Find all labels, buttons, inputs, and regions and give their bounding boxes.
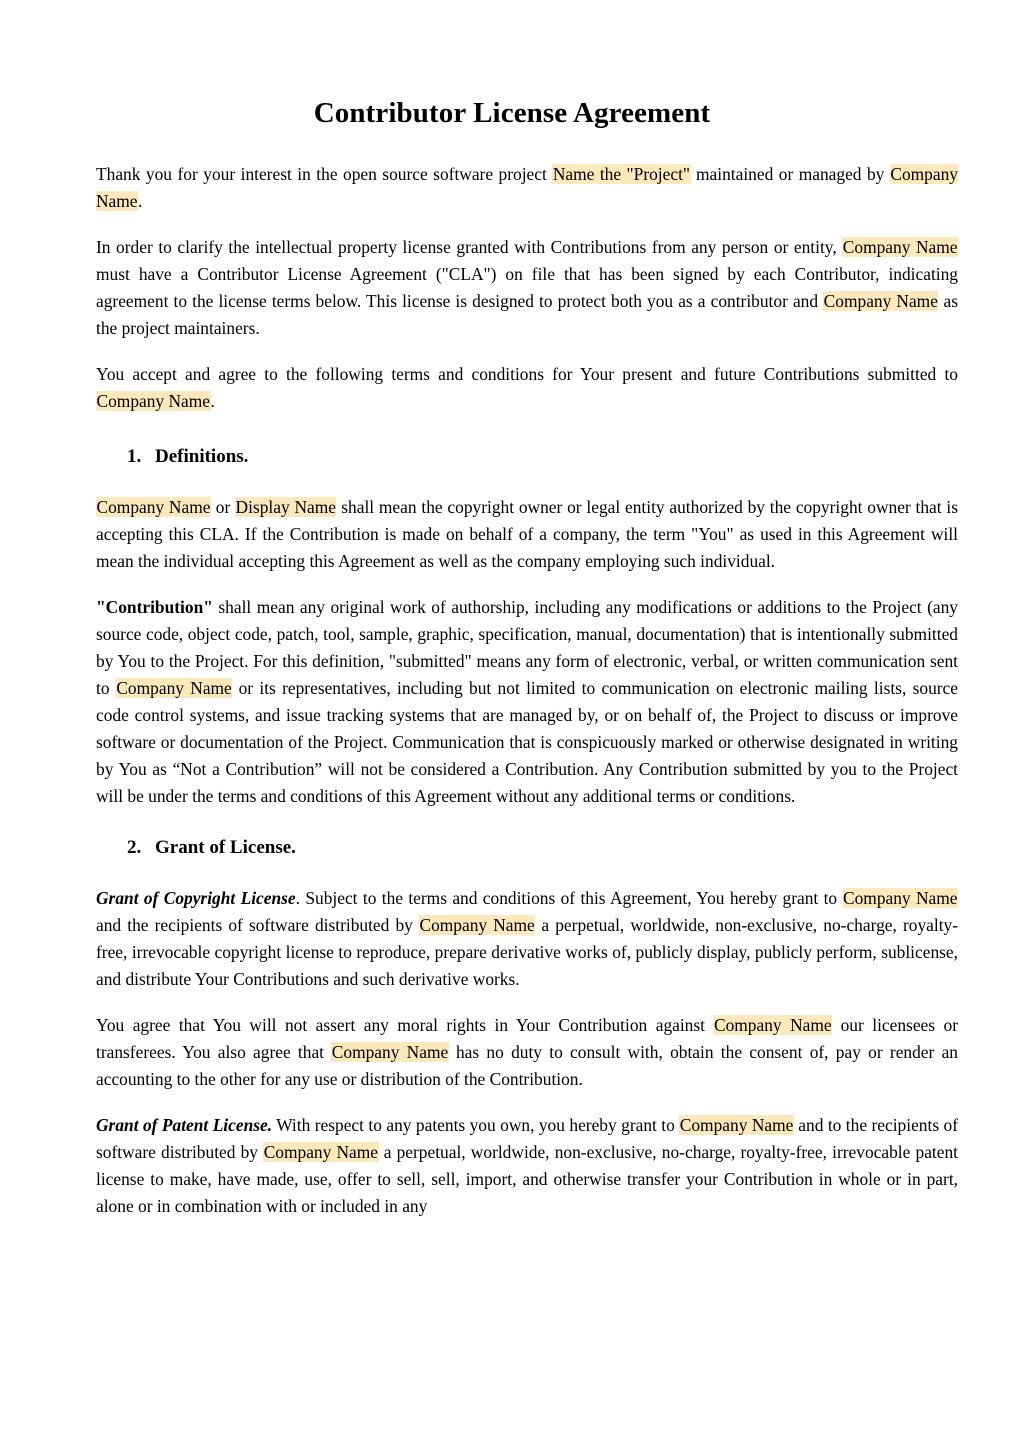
definitions-contribution-paragraph — [96, 594, 958, 810]
moral-rights-text-a: You agree that You will not assert any moral rights in Your Contribution against — [96, 1014, 714, 1035]
grant-patent-text-a: and to the recipients of software distributed by — [96, 1114, 959, 1162]
placeholder-company: Company Name — [679, 1114, 794, 1135]
grant-copyright-after-lead: . Subject to the terms and conditions of this Agreement, You hereby grant to — [295, 887, 843, 908]
intro-p2-text-b: must have a Contributor License Agreement ("CLA") on file that has been signed by each Contributor, indicating agreement to the license terms below. This license is designed to protect both you as a contributor and — [96, 264, 958, 312]
placeholder-company: Company Name — [331, 1041, 449, 1062]
placeholder-company: Company Name — [713, 1014, 832, 1035]
placeholder-company: Company Name — [843, 887, 958, 908]
definitions-or-text: or — [210, 497, 236, 518]
placeholder-company: Company Name — [96, 391, 210, 412]
definitions-company-paragraph — [96, 494, 958, 575]
contribution-term: "Contribution" — [96, 597, 213, 618]
intro-p1-text-a: Thank you for your interest in the open source software project — [96, 164, 553, 185]
intro-p2-text-a: In order to clarify the intellectual property license granted with Contributions from any person or entity, — [96, 237, 843, 258]
intro-paragraph-3 — [96, 361, 958, 415]
grant-patent-paragraph — [96, 1112, 958, 1220]
section-number: 2. — [127, 837, 142, 859]
grant-patent-text-b: a perpetual, worldwide, non-exclusive, no-charge, royalty-free, irrevocable patent license to make, have made, use, offer to sell, sell, import, and otherwise transfer your Contribution in whole or in part, alone or in combination with or included in any — [96, 1141, 958, 1216]
intro-paragraph-1 — [96, 161, 958, 215]
placeholder-company: Company Name — [823, 291, 938, 312]
grant-copyright-lead: Grant of Copyright License — [96, 887, 296, 908]
moral-rights-paragraph — [96, 1012, 958, 1093]
grant-copyright-paragraph — [96, 885, 958, 993]
intro-p3-text-a: You accept and agree to the following terms and conditions for Your present and future Contributions submitted to — [96, 364, 958, 385]
contribution-text-a: shall mean any original work of authorship, including any modifications or additions to the Project (any source code, object code, patch, tool, sample, graphic, specification, manual, documentation) that is intentionally submitted by You to the Project. For this definition, "submitted" means any form of electronic, verbal, or written communication sent to — [96, 597, 958, 699]
placeholder-company: Company Name — [263, 1141, 379, 1162]
placeholder-company: Company Name — [116, 678, 232, 699]
intro-paragraph-2 — [96, 234, 958, 342]
intro-p1-text-c: . — [138, 191, 143, 212]
placeholder-company: Company Name — [96, 164, 958, 212]
section-heading-definitions — [96, 445, 958, 470]
section-heading-grant-of-license — [96, 836, 958, 861]
grant-patent-lead: Grant of Patent License. — [96, 1114, 273, 1135]
page-title: Contributor License Agreement — [313, 97, 711, 129]
intro-p1-text-b: maintained or managed by — [690, 164, 890, 185]
placeholder-display-name: Display Name — [235, 497, 336, 518]
placeholder-company: Company Name — [96, 497, 211, 518]
moral-rights-text-b: our licensees or transferees. You also agree that — [96, 1014, 959, 1062]
intro-p2-text-c: as the project maintainers. — [96, 291, 958, 339]
grant-copyright-text-a: and the recipients of software distributed by — [96, 914, 419, 935]
placeholder-company: Company Name — [842, 237, 958, 258]
section-number: 1. — [127, 446, 142, 468]
section-title: Definitions. — [155, 446, 249, 468]
grant-copyright-text-b: a perpetual, worldwide, non-exclusive, no-charge, royalty-free, irrevocable copyright license to reproduce, prepare derivative works of, publicly display, publicly perform, sublicense, and distribute Your Contributions and such derivative works. — [96, 914, 959, 989]
definitions-company-rest: shall mean the copyright owner or legal entity authorized by the copyright owner that is accepting this CLA. If the Contribution is made on behalf of a company, the term "You" as used in this Agreement will mean the individual accepting this Agreement as well as the company employing such individual. — [96, 497, 958, 572]
placeholder-project: Name the "Project" — [552, 164, 691, 185]
intro-p3-text-b: . — [210, 391, 215, 412]
grant-patent-after-lead: With respect to any patents you own, you hereby grant to — [272, 1114, 680, 1135]
section-title: Grant of License. — [155, 837, 296, 859]
placeholder-company: Company Name — [419, 914, 535, 935]
moral-rights-text-c: has no duty to consult with, obtain the consent of, pay or render an accounting to the other for any use or distribution of the Contribution. — [96, 1041, 958, 1089]
contribution-text-b: or its representatives, including but not limited to communication on electronic mailing lists, source code control systems, and issue tracking systems that are managed by, or on behalf of, the Project to discuss or improve software or documentation of the Project. Communication that is conspicuously marked or otherwise designated in writing by You as “Not a Contribution” will not be considered a Contribution. Any Contribution submitted by you to the Project will be under the terms and conditions of this Agreement without any additional terms or conditions. — [96, 678, 958, 807]
